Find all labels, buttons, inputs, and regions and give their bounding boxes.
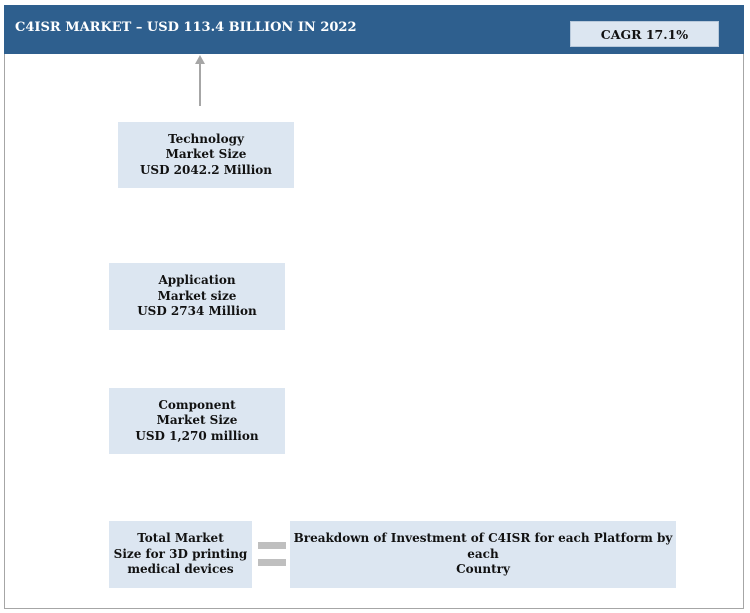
total-line-2: Size for 3D printing xyxy=(113,546,248,561)
equals-bar-top xyxy=(258,542,286,549)
application-box xyxy=(109,263,285,330)
total-line-3: medical devices xyxy=(127,562,234,577)
application-line-3: USD 2734 Million xyxy=(137,304,257,319)
total-line-1: Total Market xyxy=(137,531,224,546)
equals-bar-bottom xyxy=(258,559,286,566)
market-title: C4ISR MARKET – USD 113.4 BILLION IN 2022 xyxy=(15,20,357,35)
total-market-box xyxy=(109,521,252,588)
technology-line-2: Market Size xyxy=(165,147,247,162)
breakdown-line-2: Country xyxy=(456,562,510,577)
technology-box xyxy=(118,122,294,188)
cagr-badge: CAGR 17.1% xyxy=(570,21,719,47)
application-line-2: Market size xyxy=(157,288,237,303)
breakdown-line-1: Breakdown of Investment of C4ISR for each Platform by each xyxy=(293,531,673,561)
technology-line-3: USD 2042.2 Million xyxy=(139,162,273,177)
technology-line-1: Technology xyxy=(168,131,244,146)
application-line-1: Application xyxy=(158,273,236,288)
component-line-1: Component xyxy=(158,397,236,412)
equals-icon xyxy=(258,542,286,568)
connector-line xyxy=(199,62,201,106)
breakdown-box xyxy=(290,521,676,588)
component-box xyxy=(109,388,285,454)
market-banner xyxy=(4,5,744,54)
component-line-3: USD 1,270 million xyxy=(135,428,259,443)
component-line-2: Market Size xyxy=(156,413,238,428)
